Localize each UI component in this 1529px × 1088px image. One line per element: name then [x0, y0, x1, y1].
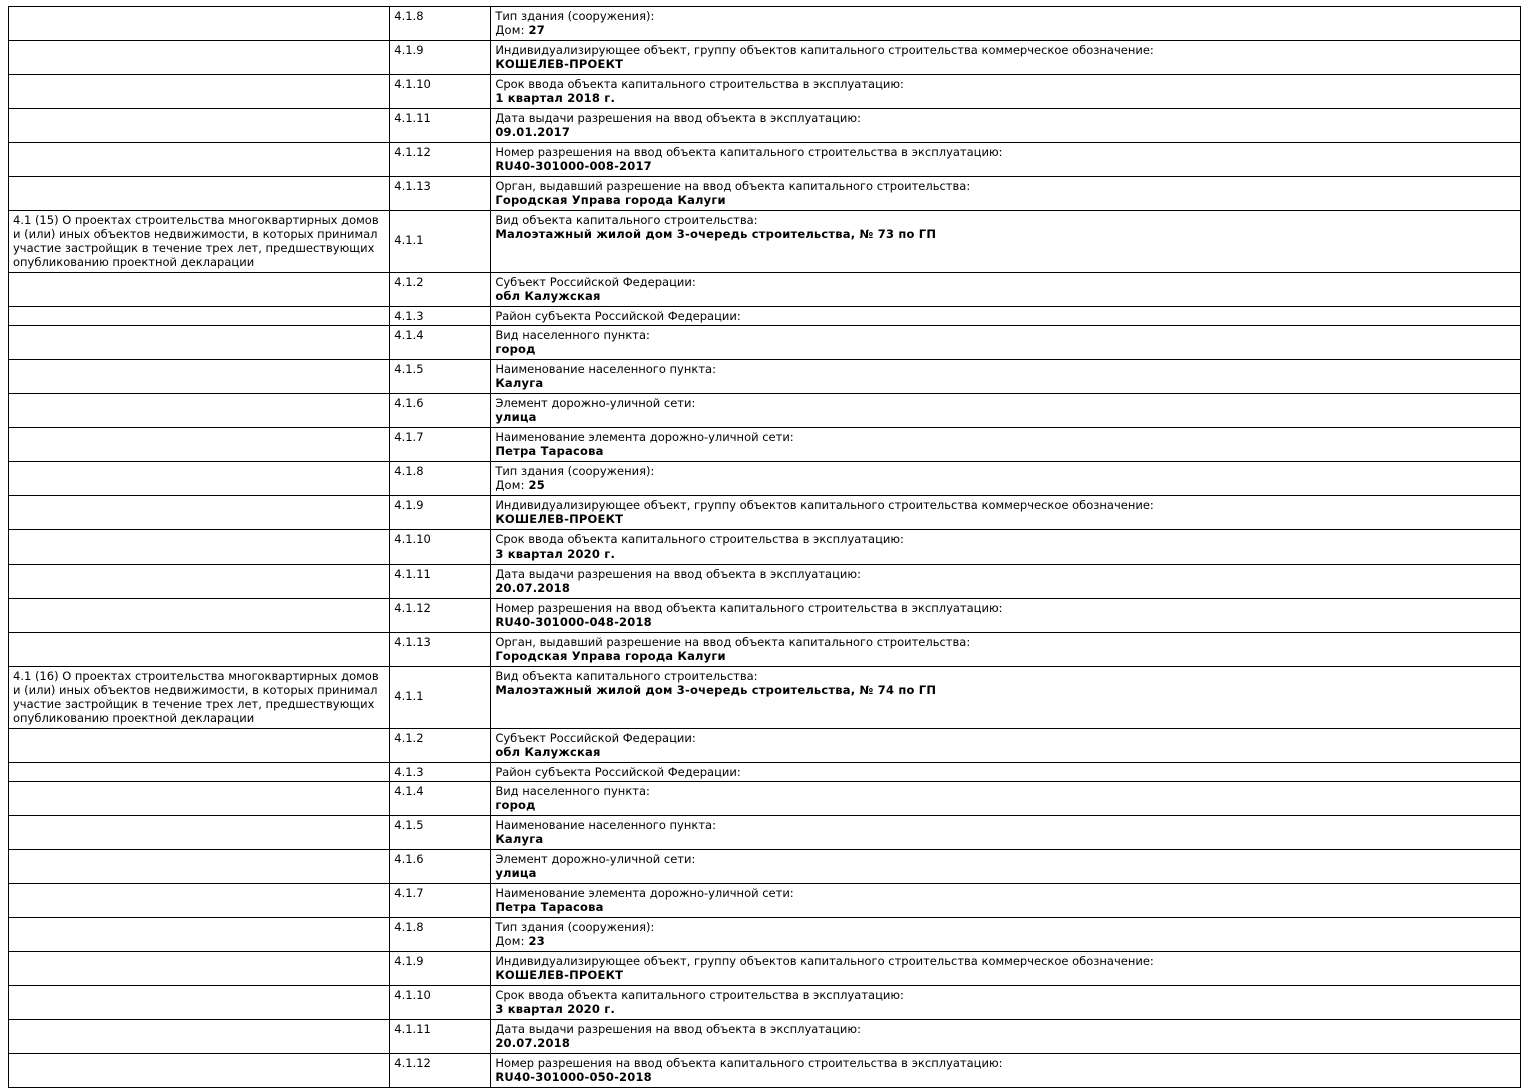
declaration-table	[8, 6, 1521, 1088]
field-label: Субъект Российской Федерации:	[495, 275, 696, 290]
field-value-cell	[491, 632, 1521, 666]
field-value: Малоэтажный жилой дом 3-очередь строительства, № 73 по ГП	[495, 227, 937, 242]
table-row	[9, 41, 1521, 75]
field-value: улица	[495, 865, 537, 880]
table-row	[9, 849, 1521, 883]
field-value-cell	[491, 41, 1521, 75]
table-row	[9, 666, 1521, 728]
field-value-cell	[491, 428, 1521, 462]
field-code-cell: 4.1.13	[390, 632, 491, 666]
table-row	[9, 109, 1521, 143]
section-empty-cell	[9, 815, 390, 849]
field-value-cell	[491, 1053, 1521, 1087]
table-row	[9, 632, 1521, 666]
field-value: 09.01.2017	[495, 125, 571, 140]
table-row	[9, 273, 1521, 307]
section-empty-cell	[9, 781, 390, 815]
field-code-cell: 4.1.6	[390, 394, 491, 428]
field-value: город	[495, 797, 536, 812]
field-value-cell	[491, 496, 1521, 530]
field-code-cell: 4.1.11	[390, 1019, 491, 1053]
section-empty-cell	[9, 307, 390, 326]
field-label: Элемент дорожно-уличной сети:	[495, 851, 696, 866]
field-value: RU40-301000-008-2017	[495, 159, 652, 174]
table-row	[9, 951, 1521, 985]
field-label: Дата выдачи разрешения на ввод объекта в эксплуатацию:	[495, 111, 861, 126]
field-label: Наименование населенного пункта:	[495, 817, 716, 832]
field-code-cell: 4.1.10	[390, 75, 491, 109]
table-row	[9, 394, 1521, 428]
field-value: 1 квартал 2018 г.	[495, 91, 616, 106]
field-code-cell: 4.1.3	[390, 307, 491, 326]
table-row	[9, 428, 1521, 462]
table-row	[9, 462, 1521, 496]
field-code-cell: 4.1.3	[390, 762, 491, 781]
section-empty-cell	[9, 7, 390, 41]
field-code-cell: 4.1.8	[390, 917, 491, 951]
field-value-cell	[491, 462, 1521, 496]
table-row	[9, 815, 1521, 849]
field-label: Субъект Российской Федерации:	[495, 730, 696, 745]
field-value-cell	[491, 762, 1521, 781]
field-label: Вид объекта капитального строительства:	[495, 213, 758, 228]
field-value: Малоэтажный жилой дом 3-очередь строительства, № 74 по ГП	[495, 682, 937, 697]
section-title-cell: 4.1 (16) О проектах строительства многоквартирных домов и (или) иных объектов недвижимости, в которых принимал участие застройщик в течение трех лет, предшествующих опубликованию проектной декларации	[9, 666, 390, 728]
field-code-cell: 4.1.1	[390, 211, 491, 273]
field-value: Городская Управа города Калуги	[495, 648, 726, 663]
table-row	[9, 177, 1521, 211]
section-empty-cell	[9, 273, 390, 307]
section-empty-cell	[9, 632, 390, 666]
section-empty-cell	[9, 728, 390, 762]
field-value-cell	[491, 917, 1521, 951]
field-code-cell: 4.1.13	[390, 177, 491, 211]
table-row	[9, 762, 1521, 781]
section-empty-cell	[9, 177, 390, 211]
field-value-cell	[491, 273, 1521, 307]
field-code-cell: 4.1.6	[390, 849, 491, 883]
field-value: 3 квартал 2020 г.	[495, 1001, 616, 1016]
field-value: RU40-301000-050-2018	[495, 1069, 652, 1084]
field-label: Номер разрешения на ввод объекта капитального строительства в эксплуатацию:	[495, 600, 1003, 615]
field-label: Тип здания (сооружения):	[495, 464, 655, 479]
section-title-cell: 4.1 (15) О проектах строительства многоквартирных домов и (или) иных объектов недвижимости, в которых принимал участие застройщик в течение трех лет, предшествующих опубликованию проектной декларации	[9, 211, 390, 273]
section-empty-cell	[9, 883, 390, 917]
section-empty-cell	[9, 1019, 390, 1053]
section-empty-cell	[9, 530, 390, 564]
table-row	[9, 143, 1521, 177]
field-label: Вид объекта капитального строительства:	[495, 668, 758, 683]
field-value-cell	[491, 781, 1521, 815]
field-label: Срок ввода объекта капитального строительства в эксплуатацию:	[495, 77, 904, 92]
field-value: обл Калужская	[495, 744, 601, 759]
field-label: Орган, выдавший разрешение на ввод объекта капитального строительства:	[495, 179, 971, 194]
table-row	[9, 917, 1521, 951]
field-value: Городская Управа города Калуги	[495, 193, 726, 208]
section-empty-cell	[9, 564, 390, 598]
field-value-cell	[491, 211, 1521, 273]
section-empty-cell	[9, 394, 390, 428]
table-row	[9, 598, 1521, 632]
field-code-cell: 4.1.4	[390, 781, 491, 815]
field-value-cell	[491, 985, 1521, 1019]
field-value-cell	[491, 360, 1521, 394]
field-value-cell	[491, 326, 1521, 360]
field-value: Калуга	[495, 831, 544, 846]
table-row	[9, 781, 1521, 815]
field-label: Тип здания (сооружения):	[495, 9, 655, 23]
field-value-cell	[491, 666, 1521, 728]
field-value: Калуга	[495, 376, 544, 391]
field-code-cell: 4.1.7	[390, 428, 491, 462]
field-value-cell	[491, 815, 1521, 849]
field-value: обл Калужская	[495, 289, 601, 304]
field-value-cell	[491, 728, 1521, 762]
field-label: Вид населенного пункта:	[495, 328, 650, 343]
field-code-cell: 4.1.5	[390, 815, 491, 849]
field-value-cell	[491, 177, 1521, 211]
field-value-cell	[491, 7, 1521, 41]
field-code-cell: 4.1.11	[390, 564, 491, 598]
field-label: Срок ввода объекта капитального строительства в эксплуатацию:	[495, 532, 904, 547]
field-value-cell	[491, 598, 1521, 632]
table-row	[9, 985, 1521, 1019]
section-empty-cell	[9, 762, 390, 781]
section-empty-cell	[9, 326, 390, 360]
field-label: Наименование населенного пункта:	[495, 362, 716, 377]
field-label: Индивидуализирующее объект, группу объектов капитального строительства коммерческое обозначение:	[495, 43, 1154, 58]
field-value-cell	[491, 143, 1521, 177]
field-code-cell: 4.1.8	[390, 7, 491, 41]
section-empty-cell	[9, 849, 390, 883]
field-value: Дом: 25	[495, 478, 545, 493]
field-value-cell	[491, 1019, 1521, 1053]
table-row	[9, 1019, 1521, 1053]
field-code-cell: 4.1.1	[390, 666, 491, 728]
field-code-cell: 4.1.12	[390, 1053, 491, 1087]
field-code-cell: 4.1.10	[390, 530, 491, 564]
field-value-cell	[491, 564, 1521, 598]
field-value: КОШЕЛЕВ-ПРОЕКТ	[495, 512, 624, 527]
field-label: Район субъекта Российской Федерации:	[495, 309, 741, 324]
field-value: улица	[495, 410, 537, 425]
section-empty-cell	[9, 109, 390, 143]
field-value: Дом: 27	[495, 23, 545, 38]
field-value-cell	[491, 75, 1521, 109]
field-code-cell: 4.1.9	[390, 951, 491, 985]
section-empty-cell	[9, 951, 390, 985]
field-label: Дата выдачи разрешения на ввод объекта в эксплуатацию:	[495, 1021, 861, 1036]
table-row	[9, 496, 1521, 530]
field-code-cell: 4.1.2	[390, 728, 491, 762]
field-label: Вид населенного пункта:	[495, 783, 650, 798]
field-label: Район субъекта Российской Федерации:	[495, 764, 741, 779]
field-value: 3 квартал 2020 г.	[495, 546, 616, 561]
section-empty-cell	[9, 75, 390, 109]
field-value: КОШЕЛЕВ-ПРОЕКТ	[495, 967, 624, 982]
field-label: Дата выдачи разрешения на ввод объекта в эксплуатацию:	[495, 566, 861, 581]
table-row	[9, 7, 1521, 41]
section-empty-cell	[9, 41, 390, 75]
field-value-cell	[491, 883, 1521, 917]
field-code-cell: 4.1.10	[390, 985, 491, 1019]
field-label: Номер разрешения на ввод объекта капитального строительства в эксплуатацию:	[495, 1055, 1003, 1070]
field-code-cell: 4.1.12	[390, 598, 491, 632]
field-label: Срок ввода объекта капитального строительства в эксплуатацию:	[495, 987, 904, 1002]
field-value-cell	[491, 849, 1521, 883]
field-code-cell: 4.1.9	[390, 496, 491, 530]
field-code-cell: 4.1.4	[390, 326, 491, 360]
section-empty-cell	[9, 428, 390, 462]
table-row	[9, 1053, 1521, 1087]
section-empty-cell	[9, 496, 390, 530]
field-value: 20.07.2018	[495, 1035, 571, 1050]
table-row	[9, 728, 1521, 762]
field-value: город	[495, 342, 536, 357]
section-empty-cell	[9, 360, 390, 394]
field-label: Номер разрешения на ввод объекта капитального строительства в эксплуатацию:	[495, 145, 1003, 160]
field-code-cell: 4.1.11	[390, 109, 491, 143]
section-empty-cell	[9, 462, 390, 496]
field-label: Индивидуализирующее объект, группу объектов капитального строительства коммерческое обозначение:	[495, 498, 1154, 513]
table-row	[9, 326, 1521, 360]
section-empty-cell	[9, 143, 390, 177]
field-label: Индивидуализирующее объект, группу объектов капитального строительства коммерческое обозначение:	[495, 953, 1154, 968]
field-code-cell: 4.1.2	[390, 273, 491, 307]
declaration-table-body	[9, 7, 1521, 1088]
field-code-cell: 4.1.9	[390, 41, 491, 75]
field-label: Наименование элемента дорожно-уличной сети:	[495, 885, 794, 900]
field-label: Наименование элемента дорожно-уличной сети:	[495, 430, 794, 445]
field-value: Петра Тарасова	[495, 899, 604, 914]
field-value-cell	[491, 394, 1521, 428]
field-value-cell	[491, 307, 1521, 326]
table-row	[9, 360, 1521, 394]
section-empty-cell	[9, 1053, 390, 1087]
table-row	[9, 564, 1521, 598]
field-value: RU40-301000-048-2018	[495, 614, 652, 629]
field-value-cell	[491, 951, 1521, 985]
table-row	[9, 883, 1521, 917]
field-value: 20.07.2018	[495, 580, 571, 595]
section-empty-cell	[9, 985, 390, 1019]
section-empty-cell	[9, 917, 390, 951]
field-code-cell: 4.1.5	[390, 360, 491, 394]
table-row	[9, 530, 1521, 564]
table-row	[9, 307, 1521, 326]
table-row	[9, 75, 1521, 109]
field-label: Элемент дорожно-уличной сети:	[495, 396, 696, 411]
field-value-cell	[491, 109, 1521, 143]
field-code-cell: 4.1.12	[390, 143, 491, 177]
section-empty-cell	[9, 598, 390, 632]
field-code-cell: 4.1.8	[390, 462, 491, 496]
field-value-cell	[491, 530, 1521, 564]
field-value: Дом: 23	[495, 933, 545, 948]
field-label: Тип здания (сооружения):	[495, 919, 655, 934]
field-label: Орган, выдавший разрешение на ввод объекта капитального строительства:	[495, 634, 971, 649]
field-value: КОШЕЛЕВ-ПРОЕКТ	[495, 57, 624, 72]
table-row	[9, 211, 1521, 273]
field-value: Петра Тарасова	[495, 444, 604, 459]
field-code-cell: 4.1.7	[390, 883, 491, 917]
